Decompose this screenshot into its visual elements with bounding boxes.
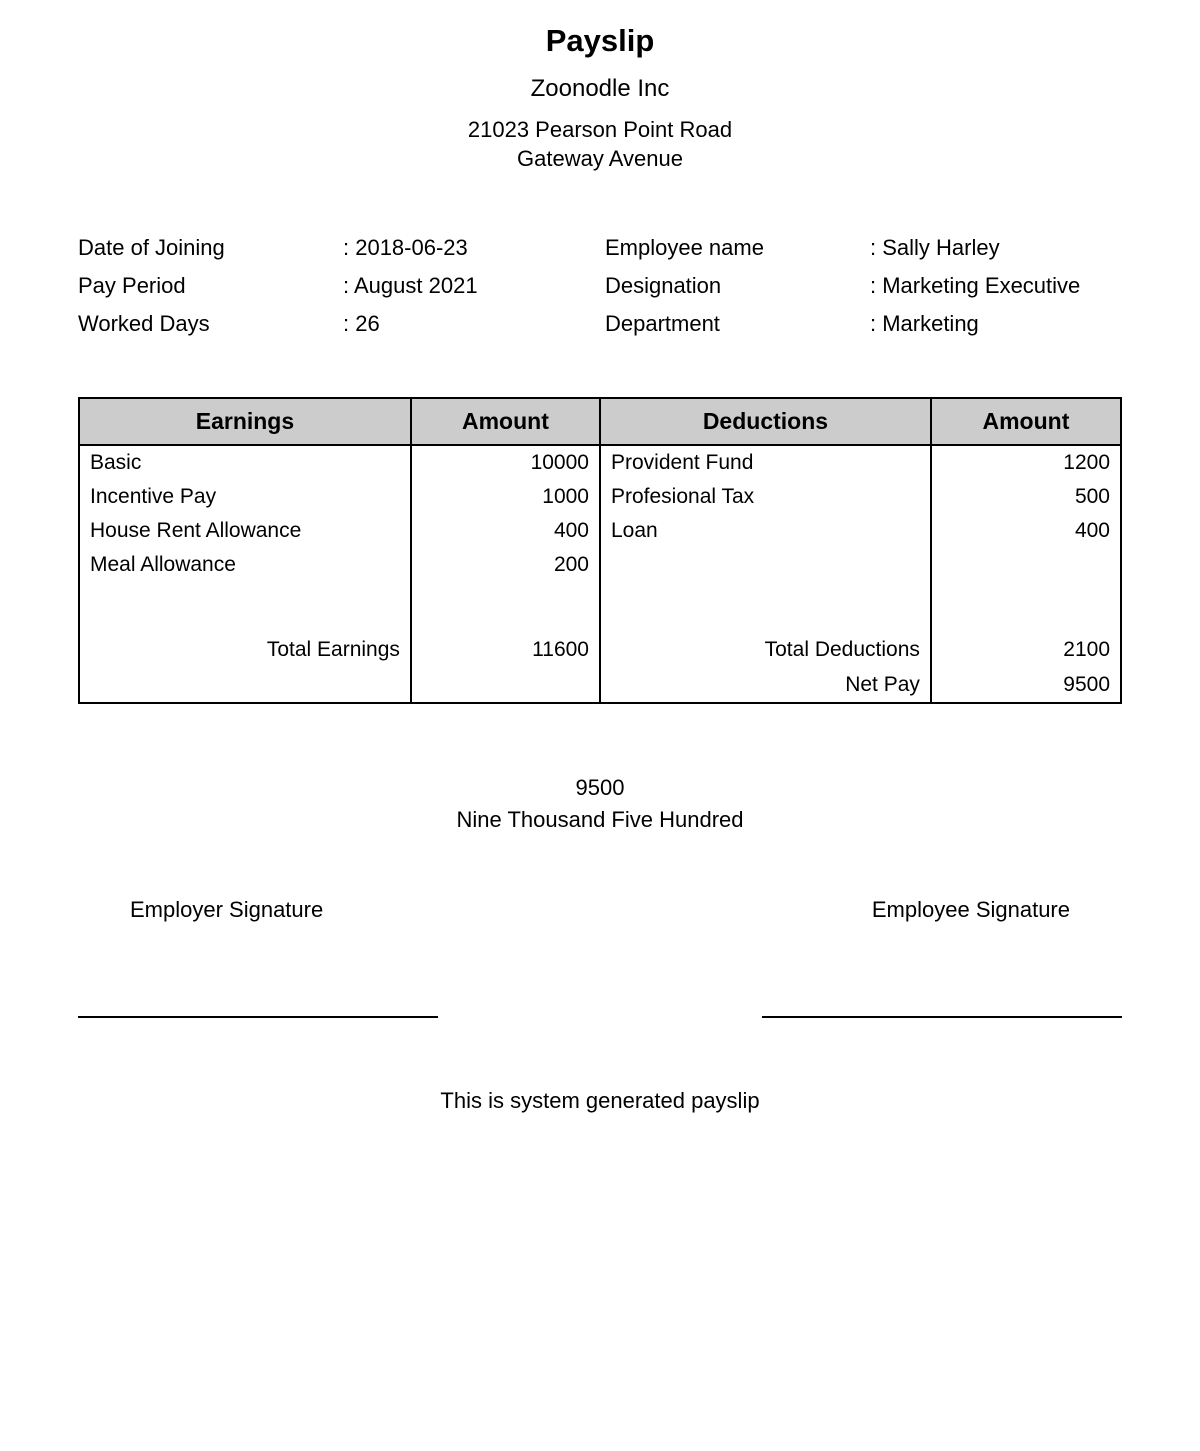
company-name: Zoonodle Inc	[530, 74, 670, 102]
earning-amount: 400	[411, 514, 600, 548]
label-pay-period: Pay Period	[78, 272, 186, 298]
table-row	[80, 445, 1120, 480]
value-pay-period: : August 2021	[343, 272, 478, 298]
label-employee-name: Employee name	[604, 235, 764, 261]
table-row	[80, 480, 1120, 514]
company-address-line-2: Gateway Avenue	[517, 145, 683, 171]
signature-labels	[0, 897, 1200, 923]
signature-lines	[0, 1015, 1200, 1018]
earning-name: Meal Allowance	[90, 552, 236, 576]
value-worked-days: : 26	[343, 310, 380, 336]
deduction-name	[600, 548, 931, 582]
employer-signature-line	[78, 1015, 438, 1018]
total-earnings-amount: 11600	[411, 632, 600, 667]
employee-signature-line	[762, 1015, 1122, 1018]
meta-left-values	[343, 229, 605, 342]
earnings-deductions-table	[80, 399, 1120, 702]
company-address-line-1: 21023 Pearson Point Road	[467, 116, 733, 142]
earning-amount: 10000	[411, 445, 600, 480]
value-department: : Marketing	[869, 310, 979, 336]
label-worked-days: Worked Days	[78, 310, 210, 336]
spacer-cell-2	[411, 582, 600, 632]
meta-left-labels	[78, 229, 343, 342]
totals-row	[80, 632, 1120, 667]
employee-meta	[0, 229, 1200, 342]
net-pay-label: Net Pay	[600, 667, 931, 702]
label-date-of-joining: Date of Joining	[78, 235, 225, 261]
label-department: Department	[604, 310, 720, 336]
deduction-name: Profesional Tax	[600, 480, 931, 514]
meta-column-left	[78, 229, 605, 342]
footer-note: This is system generated payslip	[440, 1088, 760, 1114]
column-header-deductions-amount: Amount	[931, 399, 1120, 445]
column-header-earnings-amount: Amount	[411, 399, 600, 445]
deduction-amount: 500	[931, 480, 1120, 514]
earning-amount: 1000	[411, 480, 600, 514]
spacer-cell-1	[80, 582, 411, 632]
net-pay-summary	[0, 772, 1200, 836]
earning-name: Basic	[90, 450, 142, 474]
table-row	[80, 548, 1120, 582]
meta-right-labels	[605, 229, 870, 342]
deduction-amount: 1200	[931, 445, 1120, 480]
earning-name: Incentive Pay	[90, 484, 217, 508]
employee-signature-label: Employee Signature	[871, 897, 1070, 923]
table-header-row	[80, 399, 1120, 445]
net-pay-amount: 9500	[931, 667, 1120, 702]
net-pay-empty-2	[411, 667, 600, 702]
spacer-cell-4	[931, 582, 1120, 632]
net-pay-in-words: Nine Thousand Five Hundred	[456, 806, 744, 832]
net-pay-row	[80, 667, 1120, 702]
meta-column-right	[605, 229, 1122, 342]
earning-name: House Rent Allowance	[90, 518, 302, 542]
deduction-name: Loan	[600, 514, 931, 548]
table-body	[80, 445, 1120, 702]
value-designation: : Marketing Executive	[869, 272, 1081, 298]
column-header-earnings: Earnings	[80, 399, 411, 445]
earning-amount: 200	[411, 548, 600, 582]
net-pay-empty-1	[80, 667, 411, 702]
document-header	[0, 0, 1200, 173]
total-deductions-label: Total Deductions	[600, 632, 931, 667]
total-deductions-amount: 2100	[931, 632, 1120, 667]
deduction-amount	[931, 548, 1120, 582]
employer-signature-label: Employer Signature	[130, 897, 324, 923]
table-row	[80, 514, 1120, 548]
table-spacer-row	[80, 582, 1120, 632]
total-earnings-label: Total Earnings	[266, 637, 400, 661]
net-pay-value: 9500	[575, 774, 625, 800]
label-designation: Designation	[604, 272, 722, 298]
value-date-of-joining: : 2018-06-23	[343, 235, 468, 261]
company-address	[0, 116, 1200, 173]
page-title: Payslip	[545, 23, 655, 58]
deduction-amount: 400	[931, 514, 1120, 548]
meta-right-values	[870, 229, 1122, 342]
column-header-deductions: Deductions	[600, 399, 931, 445]
deduction-name: Provident Fund	[600, 445, 931, 480]
table-header	[80, 399, 1120, 445]
earnings-deductions-table-wrapper	[78, 397, 1122, 704]
spacer-cell-3	[600, 582, 931, 632]
value-employee-name: : Sally Harley	[869, 235, 1000, 261]
